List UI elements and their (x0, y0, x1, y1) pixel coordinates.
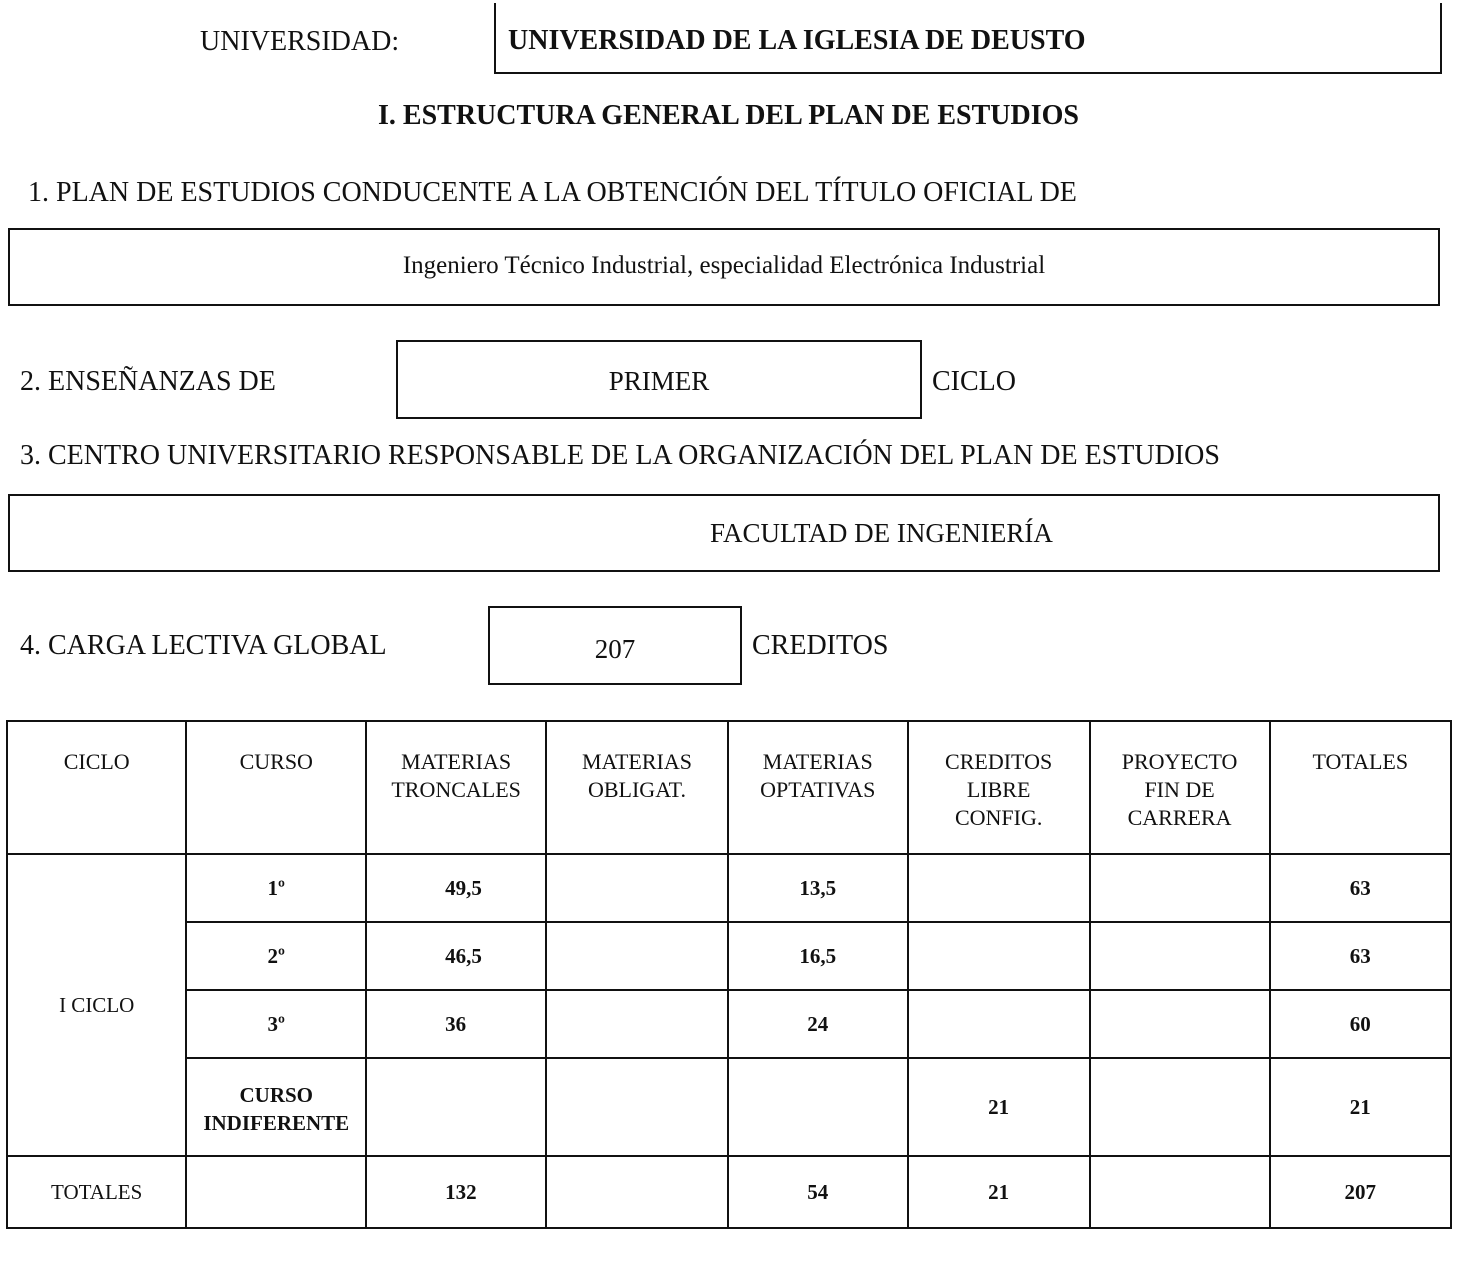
table-row (7, 1058, 1451, 1156)
libre-cell: 21 (908, 1058, 1090, 1156)
curso-cell (186, 1156, 366, 1228)
libre-total: 21 (908, 1156, 1090, 1228)
ciclo-cell: I CICLO (7, 854, 186, 1156)
totals-label: TOTALES (7, 1156, 186, 1228)
obligat-cell (546, 1058, 728, 1156)
item1-heading: 1. PLAN DE ESTUDIOS CONDUCENTE A LA OBTENCIÓN DEL TÍTULO OFICIAL DE (28, 177, 1077, 208)
table-row (7, 854, 1451, 922)
optativas-total: 54 (728, 1156, 908, 1228)
university-name-box (494, 3, 1442, 74)
col-header-obligat: MATERIAS OBLIGAT. (546, 721, 728, 854)
col-header-optativas: MATERIAS OPTATIVAS (728, 721, 908, 854)
col-header-proyecto: PROYECTO FIN DE CARRERA (1090, 721, 1270, 854)
proyecto-cell (1090, 990, 1270, 1058)
libre-cell (908, 854, 1090, 922)
totales-cell: 63 (1270, 854, 1451, 922)
col-header-curso: CURSO (186, 721, 366, 854)
col-header-libre: CREDITOS LIBRE CONFIG. (908, 721, 1090, 854)
section-title: I. ESTRUCTURA GENERAL DEL PLAN DE ESTUDIOS (378, 100, 1079, 131)
troncales-cell: 49,5 (366, 854, 546, 922)
obligat-cell (546, 990, 728, 1058)
proyecto-cell (1090, 922, 1270, 990)
troncales-cell (366, 1058, 546, 1156)
libre-cell (908, 990, 1090, 1058)
cycle-box (396, 340, 922, 419)
credits-box (488, 606, 742, 685)
col-header-totales: TOTALES (1270, 721, 1451, 854)
obligat-cell (546, 854, 728, 922)
troncales-cell: 46,5 (366, 922, 546, 990)
libre-cell (908, 922, 1090, 990)
item4-heading: 4. CARGA LECTIVA GLOBAL (20, 630, 387, 661)
optativas-cell: 16,5 (728, 922, 908, 990)
proyecto-cell (1090, 854, 1270, 922)
col-header-ciclo: CICLO (7, 721, 186, 854)
troncales-total: 132 (366, 1156, 546, 1228)
optativas-cell: 13,5 (728, 854, 908, 922)
proyecto-total (1090, 1156, 1270, 1228)
curso-cell: CURSO INDIFERENTE (186, 1058, 366, 1156)
university-label: UNIVERSIDAD: (200, 26, 400, 57)
optativas-cell (728, 1058, 908, 1156)
credits-table (6, 720, 1452, 1229)
curso-cell: 2º (186, 922, 366, 990)
degree-title-box (8, 228, 1440, 306)
curso-cell: 1º (186, 854, 366, 922)
col-header-troncales: MATERIAS TRONCALES (366, 721, 546, 854)
curso-cell: 3º (186, 990, 366, 1058)
center-box (8, 494, 1440, 572)
proyecto-cell (1090, 1058, 1270, 1156)
obligat-cell (546, 922, 728, 990)
optativas-cell: 24 (728, 990, 908, 1058)
credits-value: 207 (594, 634, 636, 664)
totales-cell: 63 (1270, 922, 1451, 990)
item2-heading: 2. ENSEÑANZAS DE (20, 366, 276, 397)
cycle-value: PRIMER (608, 366, 710, 396)
obligat-total (546, 1156, 728, 1228)
totales-cell: 60 (1270, 990, 1451, 1058)
university-name: UNIVERSIDAD DE LA IGLESIA DE DEUSTO (508, 25, 1086, 56)
table-header-row (7, 721, 1451, 854)
troncales-cell: 36 (366, 990, 546, 1058)
totals-row (7, 1156, 1451, 1228)
item3-heading: 3. CENTRO UNIVERSITARIO RESPONSABLE DE LA ORGANIZACIÓN DEL PLAN DE ESTUDIOS (20, 440, 1220, 471)
table-row (7, 990, 1451, 1058)
credits-suffix: CREDITOS (752, 630, 889, 661)
table-row (7, 922, 1451, 990)
cycle-suffix: CICLO (932, 366, 1016, 397)
totales-cell: 21 (1270, 1058, 1451, 1156)
grand-total: 207 (1270, 1156, 1451, 1228)
center-value: FACULTAD DE INGENIERÍA (710, 518, 1053, 548)
degree-title: Ingeniero Técnico Industrial, especialidad Electrónica Industrial (402, 252, 1046, 279)
